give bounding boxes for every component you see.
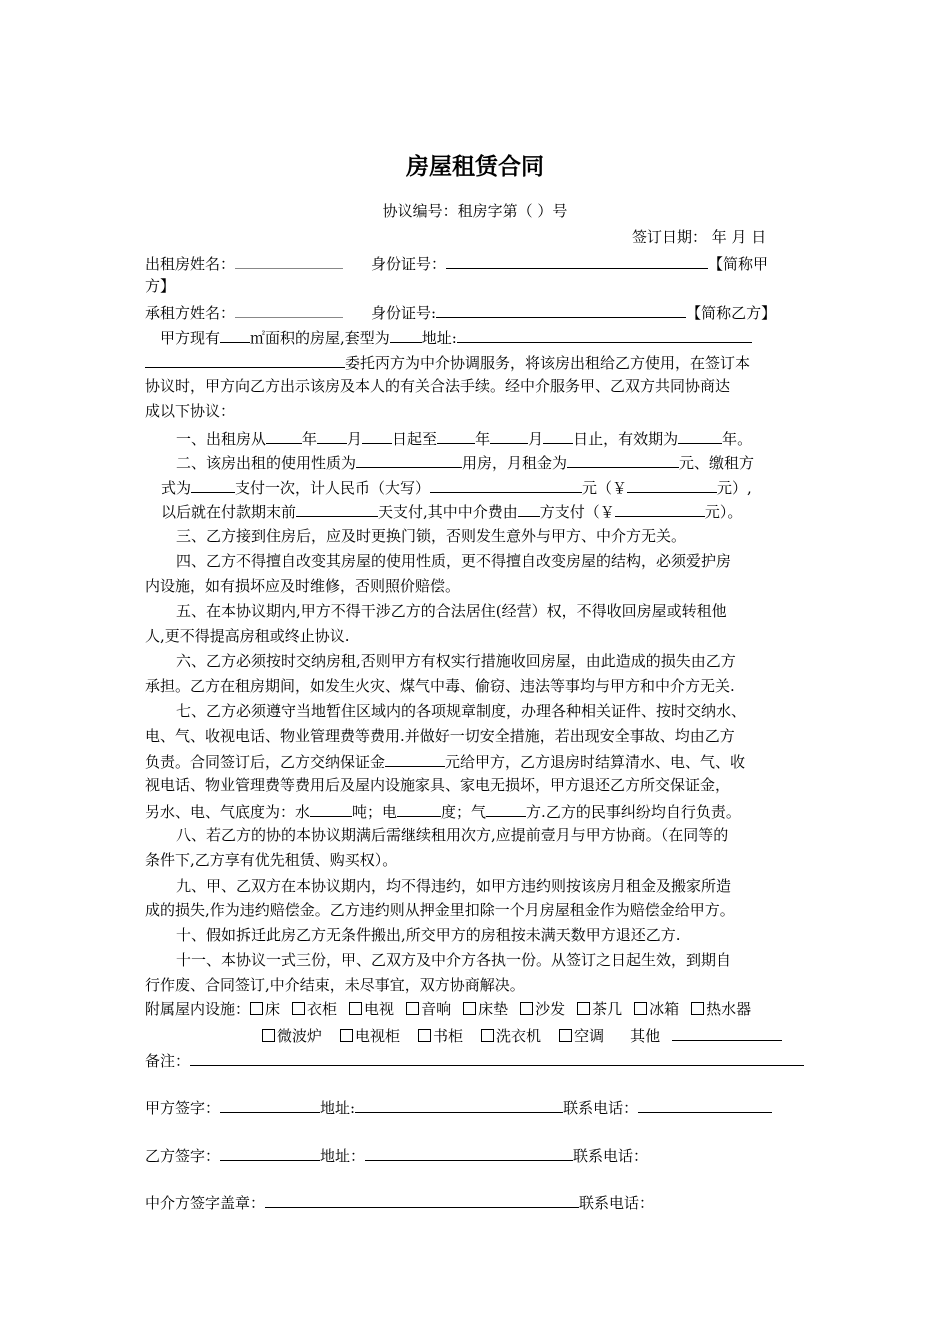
term-years-field[interactable] — [678, 428, 722, 444]
page-title: 房屋租赁合同 — [406, 154, 544, 180]
facility-checkbox[interactable]: 电视柜 — [340, 1027, 400, 1045]
lessee-line: 承租方姓名： 身份证号: 【简称乙方】 — [145, 304, 777, 322]
facility-checkbox[interactable]: 茶几 — [577, 1000, 622, 1018]
clause-6-line-2: 承担。乙方在租房期间，如发生火灾、煤气中毒、偷窃、违法等事均与甲方和中介方无关. — [145, 677, 735, 695]
agency-fee-field[interactable] — [615, 501, 705, 517]
facility-checkbox[interactable]: 微波炉 — [262, 1027, 322, 1045]
lessee-id-field[interactable] — [436, 302, 686, 318]
facility-checkbox[interactable]: 书柜 — [418, 1027, 463, 1045]
area-field[interactable] — [220, 327, 250, 343]
facilities-row-2: 微波炉 电视柜 书柜 洗衣机 空调 其他 — [262, 1025, 782, 1045]
clause-11-line-2: 行作废、合同签订,中介结束，未尽事宜，双方协商解决。 — [145, 976, 525, 994]
end-day-field[interactable] — [543, 428, 573, 444]
facility-checkbox[interactable]: 洗衣机 — [481, 1027, 541, 1045]
lessor-alias-cont: 方】 — [145, 277, 176, 295]
intro-line-2: 委托丙方为中介协调服务，将该房出租给乙方使用，在签订本 — [145, 352, 750, 372]
clause-9-line-1: 九、甲、乙双方在本协议期内，均不得违约，如甲方违约则按该房月租金及搬家所造 — [176, 877, 732, 895]
clause-11-line-1: 十一、本协议一式三份，甲、乙双方及中介方各执一份。从签订之日起生效，到期自 — [176, 951, 732, 969]
clause-7-line-5: 另水、电、气底度为：水 吨；电 度；气 方.乙方的民事纠纷均自行负责。 — [145, 803, 741, 821]
lessor-name-field[interactable] — [235, 253, 343, 269]
facility-checkbox[interactable]: 空调 — [559, 1027, 604, 1045]
layout-field[interactable] — [390, 327, 422, 343]
remarks-field[interactable] — [190, 1050, 804, 1066]
agreement-number: 协议编号：租房字第（ ）号 — [382, 202, 568, 220]
signature-party-a: 甲方签字： 地址: 联系电话： — [145, 1097, 772, 1117]
party-b-address-field[interactable] — [365, 1145, 573, 1161]
clause-4-line-2: 内设施，如有损坏应及时维修，否则照价赔偿。 — [145, 577, 461, 595]
amount-figures-field[interactable] — [627, 477, 717, 493]
clause-2-line-1: 二、该房出租的使用性质为 用房，月租金为 元、缴租方 — [176, 454, 755, 472]
monthly-rent-field[interactable] — [567, 452, 679, 468]
clause-7-line-3: 负责。合同签订后，乙方交纳保证金 元给甲方，乙方退房时结算清水、电、气、收 — [145, 753, 746, 771]
lessor-id-field[interactable] — [446, 253, 708, 269]
facility-checkbox[interactable]: 冰箱 — [634, 1000, 679, 1018]
pay-days-field[interactable] — [296, 501, 378, 517]
clause-7-line-2: 电、气、收视电话、物业管理费等费用.并做好一切安全措施，若出现安全事故、均由乙方 — [145, 727, 735, 745]
facility-checkbox[interactable]: 音响 — [406, 1000, 451, 1018]
remarks-line: 备注： — [145, 1050, 804, 1070]
clause-6-line-1: 六、乙方必须按时交纳房租,否则甲方有权实行措施收回房屋，由此造成的损失由乙方 — [176, 652, 736, 670]
lessor-line: 出租房姓名： 身份证号： 【简称甲 — [145, 255, 769, 273]
agency-signature-field[interactable] — [265, 1192, 579, 1208]
facility-checkbox[interactable]: 电视 — [349, 1000, 394, 1018]
intro-line-4: 成以下协议： — [145, 402, 236, 420]
clause-2-line-3: 以后就在付款期末前 天支付,其中中介费由 方支付（￥ 元）。 — [161, 503, 743, 521]
signature-party-b: 乙方签字： 地址： 联系电话： — [145, 1147, 649, 1165]
lessee-name-field[interactable] — [235, 302, 343, 318]
intro-line-3: 协议时，甲方向乙方出示该房及本人的有关合法手续。经中介服务甲、乙双方共同协商达 — [145, 377, 731, 395]
sign-date: 签订日期： 年 月 日 — [632, 228, 767, 246]
deposit-field[interactable] — [385, 751, 445, 767]
party-a-address-field[interactable] — [355, 1097, 563, 1113]
party-b-signature-field[interactable] — [220, 1145, 320, 1161]
clause-4-line-1: 四、乙方不得擅自改变其房屋的使用性质，更不得擅自改变房屋的结构，必须爱护房 — [176, 552, 732, 570]
water-reading-field[interactable] — [310, 801, 352, 817]
electric-reading-field[interactable] — [397, 801, 441, 817]
clause-7-line-1: 七、乙方必须遵守当地暂住区域内的各项规章制度，办理各种相关证件、按时交纳水、 — [176, 702, 747, 720]
start-day-field[interactable] — [362, 428, 392, 444]
usage-field[interactable] — [356, 452, 462, 468]
clause-2-line-2: 式为 支付一次，计人民币（大写） 元（￥ 元）, — [161, 479, 752, 497]
signature-agency: 中介方签字盖章： 联系电话： — [145, 1194, 655, 1212]
party-a-phone-field[interactable] — [638, 1097, 772, 1113]
end-month-field[interactable] — [490, 428, 528, 444]
amount-words-field[interactable] — [430, 477, 582, 493]
clause-1: 一、出租房从 年 月 日起至 年 月 日止，有效期为 年。 — [176, 430, 753, 448]
clause-10: 十、假如拆迁此房乙方无条件搬出,所交甲方的房租按未满天数甲方退还乙方. — [176, 926, 681, 944]
facility-checkbox[interactable]: 沙发 — [520, 1000, 565, 1018]
clause-3: 三、乙方接到住房后，应及时更换门锁，否则发生意外与甲方、中介方无关。 — [176, 527, 687, 545]
intro-line-1: 甲方现有 ㎡面积的房屋,套型为 地址: — [160, 327, 752, 347]
facilities-row-1: 附属屋内设施： 床 衣柜 电视 音响 床垫 沙发 茶几 冰箱 热水器 — [145, 1000, 752, 1018]
facility-checkbox[interactable]: 床 — [250, 1000, 280, 1018]
facility-checkbox[interactable]: 热水器 — [691, 1000, 751, 1018]
payment-method-field[interactable] — [191, 477, 235, 493]
clause-5-line-1: 五、在本协议期内,甲方不得干涉乙方的合法居住(经营）权，不得收回房屋或转租他 — [176, 602, 727, 620]
end-year-field[interactable] — [437, 428, 475, 444]
facility-checkbox[interactable]: 衣柜 — [292, 1000, 337, 1018]
clause-5-line-2: 人,更不得提高房租或终止协议. — [145, 627, 350, 645]
clause-8-line-1: 八、若乙方的协的本协议期满后需继续租用次方,应提前壹月与甲方协商。（在同等的 — [176, 826, 729, 844]
facility-checkbox[interactable]: 床垫 — [463, 1000, 508, 1018]
address-field[interactable] — [457, 327, 752, 343]
fee-payer-field[interactable] — [518, 501, 540, 517]
clause-7-line-4: 视电话、物业管理费等费用后及屋内设施家具、家电无损坏，甲方退还乙方所交保证金， — [145, 776, 731, 794]
other-facility-field[interactable] — [672, 1025, 782, 1041]
start-month-field[interactable] — [317, 428, 347, 444]
party-a-signature-field[interactable] — [220, 1097, 320, 1113]
address-field-cont[interactable] — [145, 352, 345, 368]
gas-reading-field[interactable] — [486, 801, 526, 817]
clause-8-line-2: 条件下,乙方享有优先租赁、购买权）。 — [145, 851, 398, 869]
clause-9-line-2: 成的损失,作为违约赔偿金。乙方违约则从押金里扣除一个月房屋租金作为赔偿金给甲方。 — [145, 901, 735, 919]
start-year-field[interactable] — [266, 428, 302, 444]
